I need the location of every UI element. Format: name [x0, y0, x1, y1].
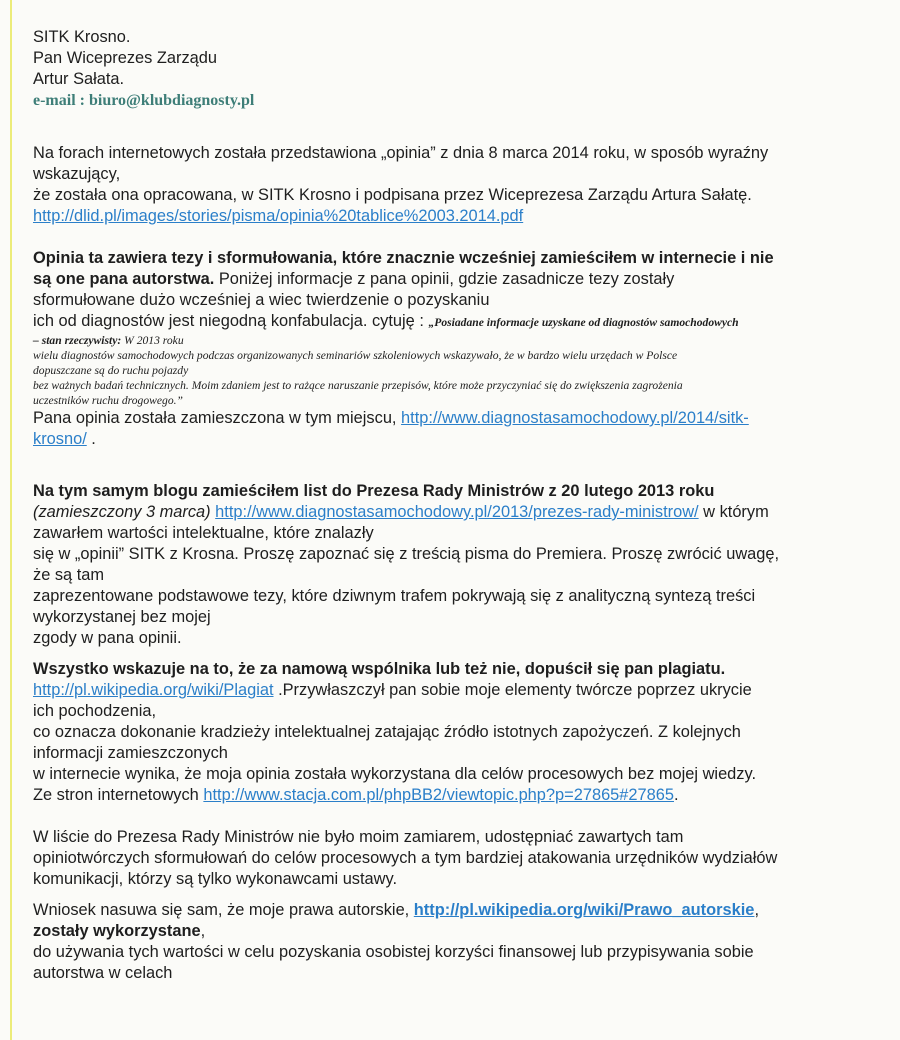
p2-quote-line-1: W 2013 roku [121, 334, 184, 347]
p2-line-4: ich od diagnostów jest niegodną konfabulacja. cytuję : [33, 312, 429, 330]
p1-line-1: Na forach internetowych została przedstawiona „opinia” z dnia 8 marca 2014 roku, w sposób wyraźny [33, 144, 769, 162]
p6-bold-line: zostały wykorzystane [33, 922, 201, 940]
letter-body [33, 27, 878, 984]
p4-line-7-end: . [674, 786, 679, 804]
p6-line-3: do używania tych wartości w celu pozyskania osobistej korzyści finansowej lub przypisywania sobie [33, 943, 754, 961]
opinia-pdf-link[interactable]: http://dlid.pl/images/stories/pisma/opinia%20tablice%2003.2014.pdf [33, 207, 524, 225]
p3-italic-note: (zamieszczony 3 marca) [33, 503, 211, 521]
sitk-krosno-link[interactable]: http://www.diagnostasamochodowy.pl/2014/sitk- [401, 409, 749, 427]
p6-line-1-end: , [754, 901, 759, 919]
email-line: e-mail : biuro@klubdiagnosty.pl [33, 92, 255, 109]
paragraph-6 [33, 900, 878, 984]
p2-quote-line-5: uczestników ruchu drogowego.” [33, 394, 183, 407]
p4-line-6: w internecie wynika, że moja opinia została wykorzystana dla celów procesowych bez mojej wiedzy. [33, 765, 757, 783]
p3-line-6: zaprezentowane podstawowe tezy, które dziwnym trafem pokrywają się z analityczną syntezą treści [33, 587, 756, 605]
p2-line-2-rest: Poniżej informacje z pana opinii, gdzie zasadnicze tezy zostały [214, 270, 675, 288]
p2-quote-start: „Posiadane informacje uzyskane od diagnostów samochodowych [428, 316, 739, 329]
p1-line-2: wskazujący, [33, 165, 121, 183]
p4-line-2-rest: .Przywłaszczył pan sobie moje elementy twórcze poprzez ukrycie [273, 681, 752, 699]
p2-line-6-end: . [86, 430, 96, 448]
prezes-rady-ministrow-link[interactable]: http://www.diagnostasamochodowy.pl/2013/prezes-rady-ministrow/ [215, 503, 699, 521]
recipient-name: Artur Sałata. [33, 70, 125, 88]
p3-line-2-rest: w którym [698, 503, 769, 521]
org-name: SITK Krosno. [33, 28, 131, 46]
plagiat-link[interactable]: http://pl.wikipedia.org/wiki/Plagiat [33, 681, 274, 699]
recipient-title: Pan Wiceprezes Zarządu [33, 49, 218, 67]
prawo-autorskie-link[interactable]: http://pl.wikipedia.org/wiki/Prawo_autorskie [413, 901, 755, 919]
p5-line-3: komunikacji, którzy są tylko wykonawcami ustawy. [33, 870, 398, 888]
paragraph-2 [33, 248, 878, 450]
p2-quote-line-4: bez ważnych badań technicznych. Moim zdaniem jest to rażące naruszanie przepisów, które może przyczyniać się do zwiększenia zagrożenia [33, 379, 683, 392]
p2-bold-line-2: są one pana autorstwa. [33, 270, 215, 288]
p4-line-4: co oznacza dokonanie kradzieży intelektualnej zatajając źródło istotnych zapożyczeń. Z kolejnych [33, 723, 741, 741]
p3-bold-line: Na tym samym blogu zamieściłem list do Prezesa Rady Ministrów z 20 lutego 2013 roku [33, 482, 715, 500]
p5-line-1: W liście do Prezesa Rady Ministrów nie było moim zamiarem, udostępniać zawartych tam [33, 828, 684, 846]
p3-line-7: wykorzystanej bez mojej [33, 608, 211, 626]
paragraph-3 [33, 481, 878, 649]
p2-line-3: sformułowane dużo wcześniej a wiec twierdzenie o pozyskaniu [33, 291, 490, 309]
p2-bold-line-1: Opinia ta zawiera tezy i sformułowania, które znacznie wcześniej zamieściłem w internecie i nie [33, 249, 774, 267]
p3-line-8: zgody w pana opinii. [33, 629, 182, 647]
stacja-forum-link[interactable]: http://www.stacja.com.pl/phpBB2/viewtopic.php?p=27865#27865 [203, 786, 674, 804]
p4-bold-line: Wszystko wskazuje na to, że za namową wspólnika lub też nie, dopuścił się pan plagiatu. [33, 660, 726, 678]
p3-line-4: się w „opinii” SITK z Krosna. Proszę zapoznać się z treścią pisma do Premiera. Proszę zwrócić uwagę, [33, 545, 780, 563]
p3-line-5: że są tam [33, 566, 105, 584]
p2-line-5: Pana opinia została zamieszczona w tym miejscu, [33, 409, 402, 427]
p2-quote-bold: – stan rzeczywisty: [33, 334, 122, 347]
p3-line-3: zawarłem wartości intelektualne, które znalazły [33, 524, 374, 542]
paragraph-4 [33, 659, 878, 806]
p2-quote-line-2: wielu diagnostów samochodowych podczas organizowanych seminariów szkoleniowych wskazywało, że w bardzo wielu urzędach w Polsce [33, 349, 678, 362]
p4-line-3: ich pochodzenia, [33, 702, 157, 720]
p4-line-7: Ze stron internetowych [33, 786, 204, 804]
p2-quote-line-3: dopuszczane są do ruchu pojazdy [33, 364, 189, 377]
p6-line-4: autorstwa w celach [33, 964, 173, 982]
p6-line-2-end: , [200, 922, 206, 940]
p5-line-2: opiniotwórczych sformułowań do celów procesowych a tym bardziej atakowania urzędników wydziałów [33, 849, 778, 867]
letter-header [33, 27, 878, 112]
margin-highlight-line [10, 0, 12, 1040]
p6-line-1: Wniosek nasuwa się sam, że moje prawa autorskie, [33, 901, 414, 919]
paragraph-1 [33, 143, 878, 227]
p1-line-3: że została ona opracowana, w SITK Krosno i podpisana przez Wiceprezesa Zarządu Artura Sałatę. [33, 186, 752, 204]
p4-line-5: informacji zamieszczonych [33, 744, 228, 762]
sitk-krosno-link-cont[interactable]: krosno/ [33, 430, 87, 448]
paragraph-5 [33, 827, 878, 890]
